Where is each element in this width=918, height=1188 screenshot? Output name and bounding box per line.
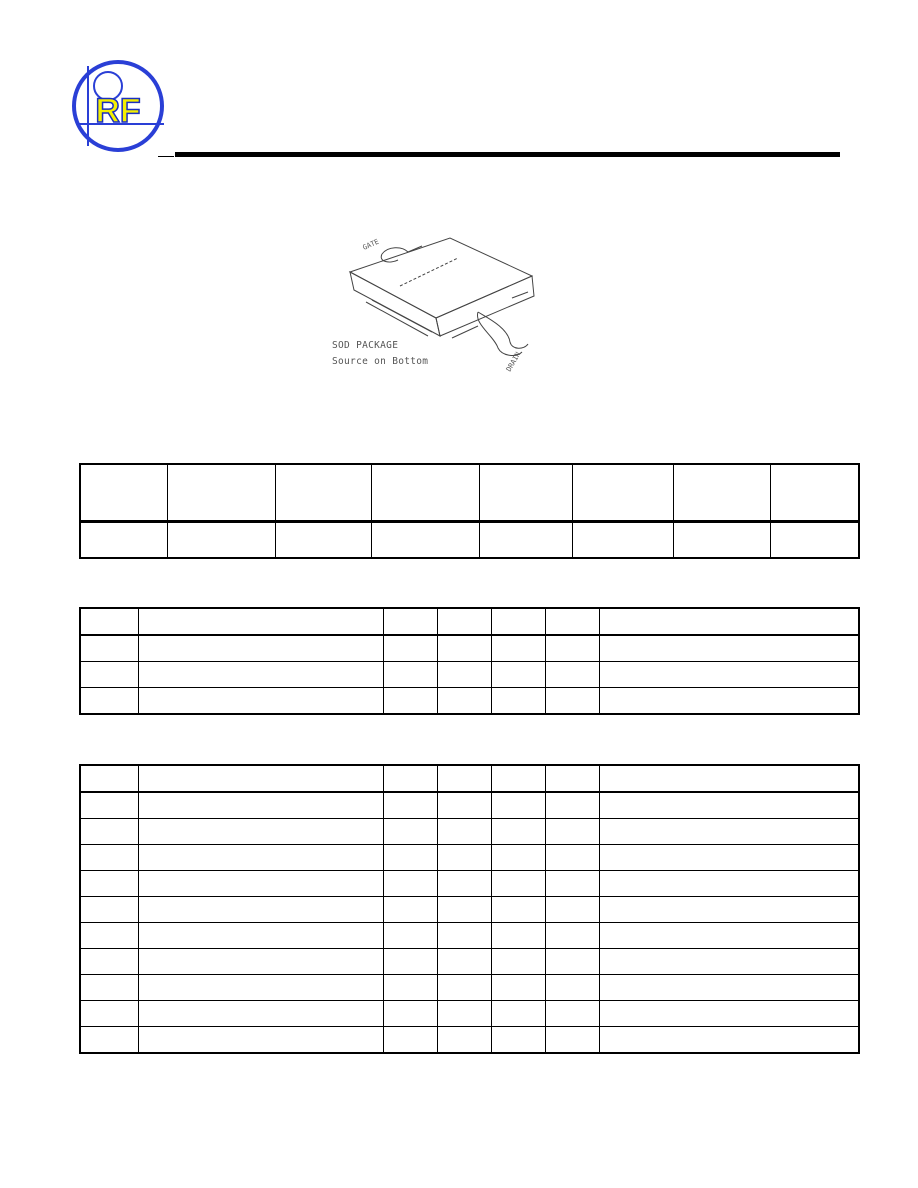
table-cell xyxy=(80,819,138,845)
table-cell xyxy=(80,464,167,522)
table-cell xyxy=(437,1027,491,1054)
table-cell xyxy=(673,464,770,522)
table-cell xyxy=(80,635,138,662)
table-cell xyxy=(437,662,491,688)
table-cell xyxy=(138,765,383,792)
table-cell xyxy=(80,522,167,559)
table-row xyxy=(80,845,859,871)
table-cell xyxy=(545,819,599,845)
package-caption-title: SOD PACKAGE xyxy=(332,340,399,351)
table-cell xyxy=(371,522,479,559)
table-row xyxy=(80,819,859,845)
table-cell xyxy=(479,464,572,522)
table-cell xyxy=(572,464,673,522)
table-cell xyxy=(383,1001,437,1027)
table-cell xyxy=(437,897,491,923)
table-cell xyxy=(383,923,437,949)
table-cell xyxy=(80,792,138,819)
table-row xyxy=(80,975,859,1001)
table-cell xyxy=(138,608,383,635)
table-row xyxy=(80,662,859,688)
table-cell xyxy=(545,871,599,897)
logo-lettering: RF xyxy=(95,92,141,130)
table-cell xyxy=(437,975,491,1001)
table-cell xyxy=(138,871,383,897)
table-cell xyxy=(138,923,383,949)
characteristics-table xyxy=(79,764,860,1054)
table-cell xyxy=(599,635,859,662)
table-cell xyxy=(437,949,491,975)
table-row xyxy=(80,792,859,819)
table-cell xyxy=(383,845,437,871)
table-cell xyxy=(138,949,383,975)
table-cell xyxy=(437,923,491,949)
table-cell xyxy=(545,975,599,1001)
table-cell xyxy=(80,1001,138,1027)
table-cell xyxy=(383,608,437,635)
table-cell xyxy=(599,871,859,897)
table-cell xyxy=(545,1001,599,1027)
table-cell xyxy=(80,1027,138,1054)
table-cell xyxy=(383,792,437,819)
table-cell xyxy=(383,949,437,975)
table-cell xyxy=(491,1001,545,1027)
table-cell xyxy=(545,635,599,662)
table-cell xyxy=(545,923,599,949)
table-cell xyxy=(138,819,383,845)
table-cell xyxy=(545,1027,599,1054)
table-cell xyxy=(599,897,859,923)
table-cell xyxy=(80,608,138,635)
table-cell xyxy=(80,871,138,897)
table-cell xyxy=(80,688,138,715)
table-cell xyxy=(545,845,599,871)
table-cell xyxy=(599,765,859,792)
table-cell xyxy=(599,923,859,949)
table-cell xyxy=(80,923,138,949)
table-cell xyxy=(437,845,491,871)
package-caption-subtitle: Source on Bottom xyxy=(332,356,429,367)
table-cell xyxy=(437,688,491,715)
table-row xyxy=(80,949,859,975)
table-cell xyxy=(383,871,437,897)
table-cell xyxy=(545,688,599,715)
table-cell xyxy=(437,635,491,662)
table-cell xyxy=(491,608,545,635)
table-cell xyxy=(491,819,545,845)
ratings-table xyxy=(79,607,860,715)
table-cell xyxy=(770,522,859,559)
table-cell xyxy=(545,949,599,975)
table-cell xyxy=(80,975,138,1001)
table-cell xyxy=(167,522,275,559)
table-row xyxy=(80,688,859,715)
table-cell xyxy=(383,635,437,662)
company-logo xyxy=(68,56,172,152)
table-cell xyxy=(383,662,437,688)
table-cell xyxy=(491,845,545,871)
table-cell xyxy=(138,688,383,715)
summary-table-header-row xyxy=(80,464,859,522)
table-cell xyxy=(491,792,545,819)
table-cell xyxy=(491,897,545,923)
table-cell xyxy=(437,871,491,897)
table-cell xyxy=(437,1001,491,1027)
table-cell xyxy=(770,464,859,522)
table-cell xyxy=(437,765,491,792)
table-cell xyxy=(437,819,491,845)
table-cell xyxy=(80,949,138,975)
svg-text:DRAIN: DRAIN xyxy=(504,350,523,373)
table-cell xyxy=(599,975,859,1001)
table-cell xyxy=(491,923,545,949)
table-cell xyxy=(491,975,545,1001)
table-cell xyxy=(491,688,545,715)
table-cell xyxy=(491,662,545,688)
table-cell xyxy=(599,845,859,871)
table-cell xyxy=(437,792,491,819)
table-cell xyxy=(275,464,371,522)
table-cell xyxy=(491,765,545,792)
table-cell xyxy=(545,765,599,792)
table-cell xyxy=(138,1001,383,1027)
table-cell xyxy=(383,688,437,715)
table-row xyxy=(80,871,859,897)
table-cell xyxy=(383,897,437,923)
table-cell xyxy=(545,608,599,635)
table-cell xyxy=(491,635,545,662)
table-cell xyxy=(673,522,770,559)
characteristics-table-header-row xyxy=(80,765,859,792)
table-cell xyxy=(599,688,859,715)
table-cell xyxy=(479,522,572,559)
table-cell xyxy=(491,1027,545,1054)
table-cell xyxy=(138,662,383,688)
table-row xyxy=(80,1001,859,1027)
table-cell xyxy=(599,662,859,688)
table-cell xyxy=(138,975,383,1001)
table-cell xyxy=(80,662,138,688)
table-cell xyxy=(599,949,859,975)
table-row xyxy=(80,923,859,949)
table-cell xyxy=(599,1027,859,1054)
table-cell xyxy=(383,975,437,1001)
header-rule-tick xyxy=(158,156,174,157)
table-row xyxy=(80,1027,859,1054)
table-cell xyxy=(371,464,479,522)
summary-table-row xyxy=(80,522,859,559)
table-cell xyxy=(545,897,599,923)
table-cell xyxy=(80,845,138,871)
table-cell xyxy=(383,819,437,845)
table-row xyxy=(80,635,859,662)
table-cell xyxy=(383,1027,437,1054)
svg-text:GATE: GATE xyxy=(361,237,381,252)
table-cell xyxy=(599,608,859,635)
table-cell xyxy=(167,464,275,522)
table-cell xyxy=(572,522,673,559)
table-cell xyxy=(491,949,545,975)
table-cell xyxy=(545,792,599,819)
table-cell xyxy=(545,662,599,688)
table-row xyxy=(80,897,859,923)
table-cell xyxy=(275,522,371,559)
table-cell xyxy=(138,792,383,819)
table-cell xyxy=(138,1027,383,1054)
ratings-table-header-row xyxy=(80,608,859,635)
table-cell xyxy=(491,871,545,897)
table-cell xyxy=(80,897,138,923)
table-cell xyxy=(599,1001,859,1027)
table-cell xyxy=(599,819,859,845)
table-cell xyxy=(138,635,383,662)
summary-table xyxy=(79,463,860,559)
table-cell xyxy=(138,845,383,871)
table-cell xyxy=(437,608,491,635)
table-cell xyxy=(599,792,859,819)
table-cell xyxy=(383,765,437,792)
table-cell xyxy=(138,897,383,923)
table-cell xyxy=(80,765,138,792)
header-rule xyxy=(175,152,840,157)
